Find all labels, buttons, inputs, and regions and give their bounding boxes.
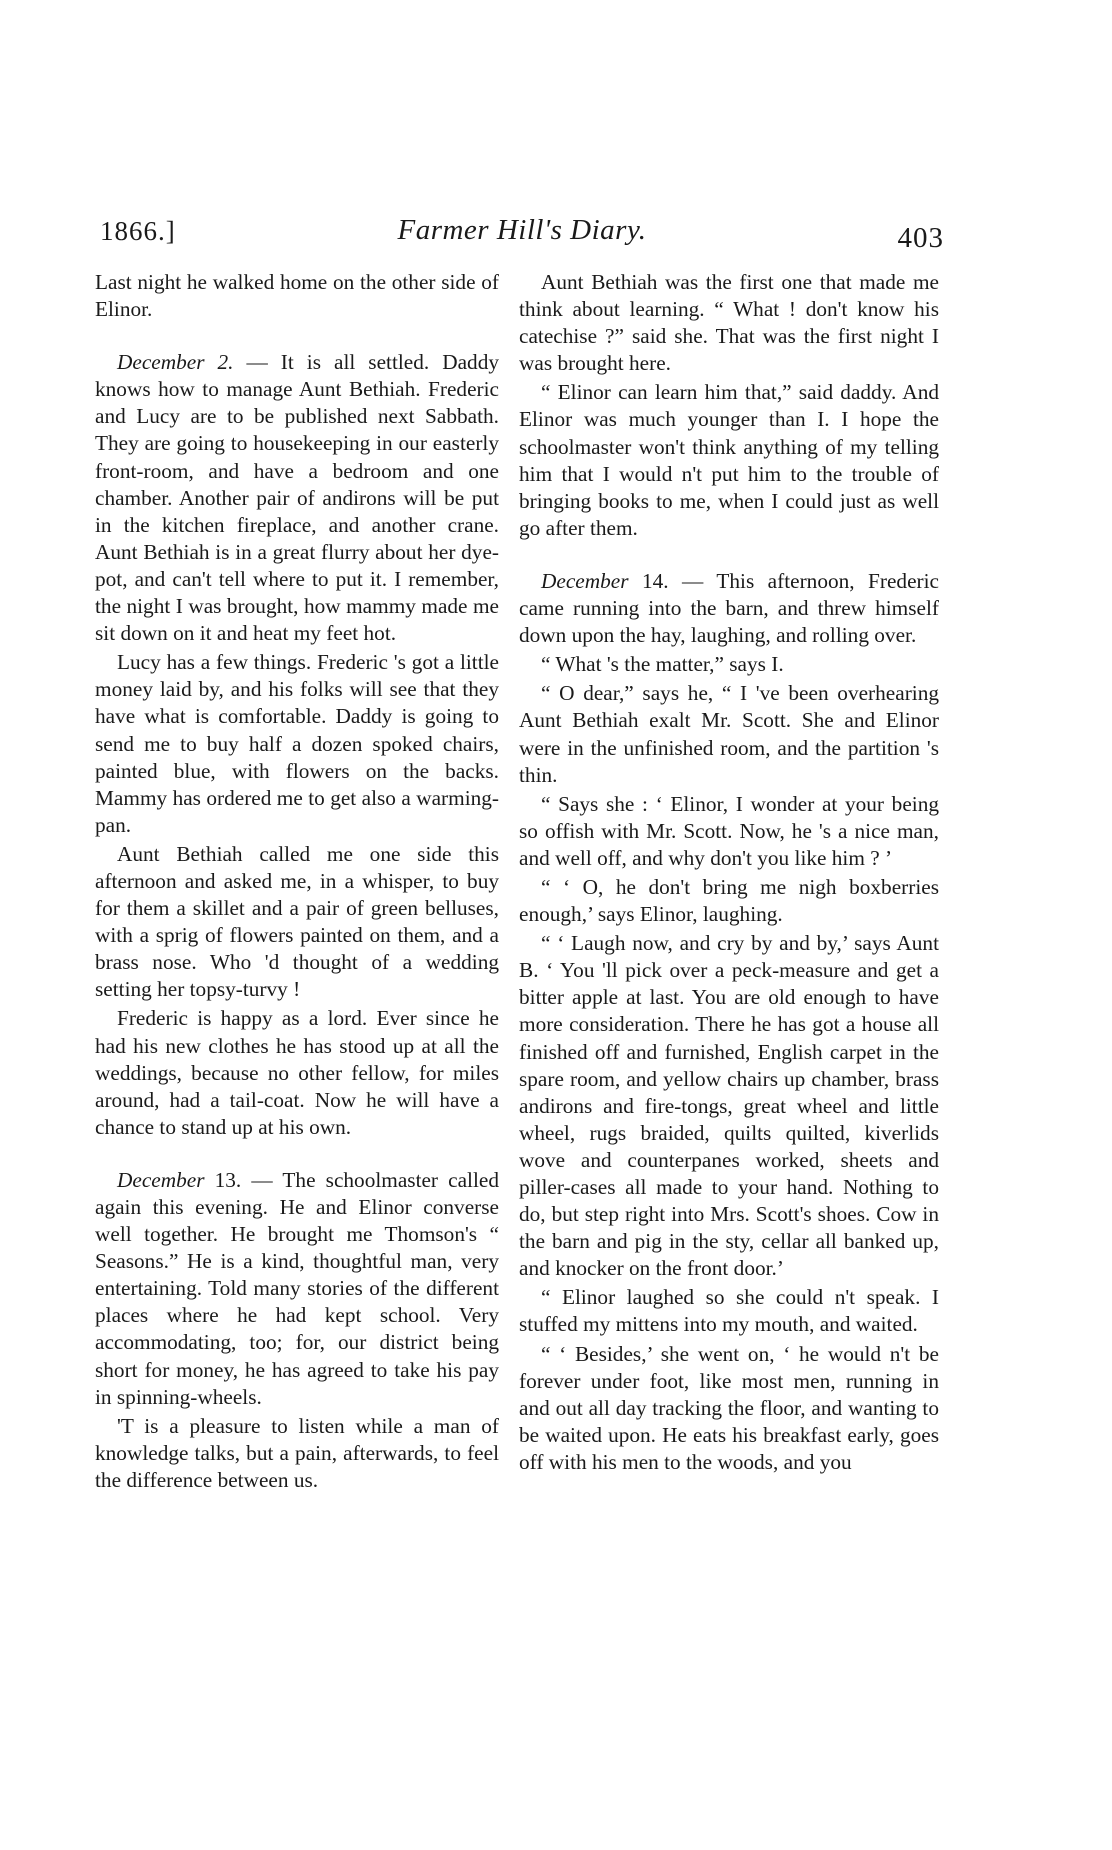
right-column (519, 269, 939, 1476)
page-number: 403 (897, 222, 944, 254)
paragraph: “ What 's the matter,” says I. (541, 652, 784, 677)
running-header (100, 212, 944, 260)
paragraph: Aunt Bethiah was the first one that made me think about learning. “ What ! don't know his catechise ?” said she. That was the first night I was brought here. (519, 270, 939, 376)
paragraph: “ ‘ Laugh now, and cry by and by,’ says Aunt B. ‘ You 'll pick over a peck-measure and get a bitter apple at last. You are old enough to have more consideration. There he has got a house all finished off and furnished, English carpet in the spare room, and yellow chairs up chamber, brass andirons and fire-tongs, great wheel and little wheel, rugs braided, quilts quilted, kiverlids wove and counterpanes worked, sheets and piller-cases all made to your hand. Nothing to do, but step right into Mrs. Scott's shoes. Cow in the barn and pig in the sty, cellar all banked up, and knocker on the front door.’ (519, 931, 939, 1281)
paragraph: “ ‘ O, he don't bring me nigh boxberries enough,’ says Elinor, laughing. (519, 874, 939, 927)
paragraph: Frederic is happy as a lord. Ever since he had his new clothes he has stood up at all the weddings, because no other fellow, for miles around, had a tail-coat. Now he will have a chance to stand up at his own. (95, 1006, 499, 1139)
diary-entry-december-14 (519, 568, 939, 649)
paragraph: Lucy has a few things. Frederic 's got a little money laid by, and his folks will see that they have what is comfortable. Daddy is going to send me to buy half a dozen spoked chairs, painted blue, with flowers on the backs. Mammy has ordered me to get also a warming-pan. (95, 650, 499, 837)
paragraph: Aunt Bethiah called me one side this afternoon and asked me, in a whisper, to buy for them a skillet and a pair of green belluses, with a sprig of flowers painted on them, and a brass nose. Who 'd thought of a wedding setting her topsy-turvy ! (95, 841, 499, 1002)
header-year: 1866.] (100, 216, 176, 246)
diary-entry-december-2 (95, 349, 499, 647)
entry-date: December 2. (117, 350, 234, 375)
paragraph: 'T is a pleasure to listen while a man of knowledge talks, but a pain, afterwards, to feel the difference between us. (95, 1413, 499, 1492)
entry-date: December (541, 568, 629, 593)
entry-date: December (117, 1167, 205, 1192)
entry-text: 14. — This afternoon, Frederic came running into the barn, and threw himself down upon the hay, laughing, and rolling over. (519, 568, 939, 648)
paragraph: “ Elinor can learn him that,” said daddy. And Elinor was much younger than I. I hope the schoolmaster won't think anything of my telling him that I would n't put him to the trouble of bringing books to me, when I could just as well go after them. (519, 380, 939, 540)
paragraph: “ O dear,” says he, “ I 've been overhearing Aunt Bethiah exalt Mr. Scott. She and Elinor were in the unfinished room, and the partition 's thin. (519, 681, 939, 787)
paragraph: “ ‘ Besides,’ she went on, ‘ he would n't be forever under foot, like most men, running in and out all day tracking the floor, and wanting to be waited upon. He eats his breakfast early, goes off with his men to the woods, and you (519, 1341, 939, 1474)
paragraph: Last night he walked home on the other side of Elinor. (95, 270, 499, 322)
paragraph: “ Elinor laughed so she could n't speak. I stuffed my mittens into my mouth, and waited. (519, 1285, 939, 1337)
left-column (95, 269, 499, 1494)
entry-text: 13. — The schoolmaster called again this evening. He and Elinor converse well together. He brought me Thomson's “ Seasons.” He is a kind, thoughtful man, very entertaining. Told many stories of the different places where he had kept school. Very accommodating, too; for, our district being short for money, he has agreed to take his pay in spinning-wheels. (95, 1167, 499, 1409)
paragraph: “ Says she : ‘ Elinor, I wonder at your being so offish with Mr. Scott. Now, he 's a nice man, and well off, and why don't you like him ? ’ (519, 791, 939, 870)
header-title: Farmer Hill's Diary. (397, 214, 647, 246)
entry-text: — It is all settled. Daddy knows how to manage Aunt Bethiah. Frederic and Lucy are to be published next Sabbath. They are going to housekeeping in our easterly front-room, and have a bedroom and one chamber. Another pair of andirons will be put in the kitchen fireplace, and another crane. Aunt Bethiah is in a great flurry about her dye-pot, and can't tell where to put it. I remember, the night I was brought, how mammy made me sit down on it and heat my feet hot. (95, 350, 499, 646)
diary-entry-december-13 (95, 1167, 499, 1411)
